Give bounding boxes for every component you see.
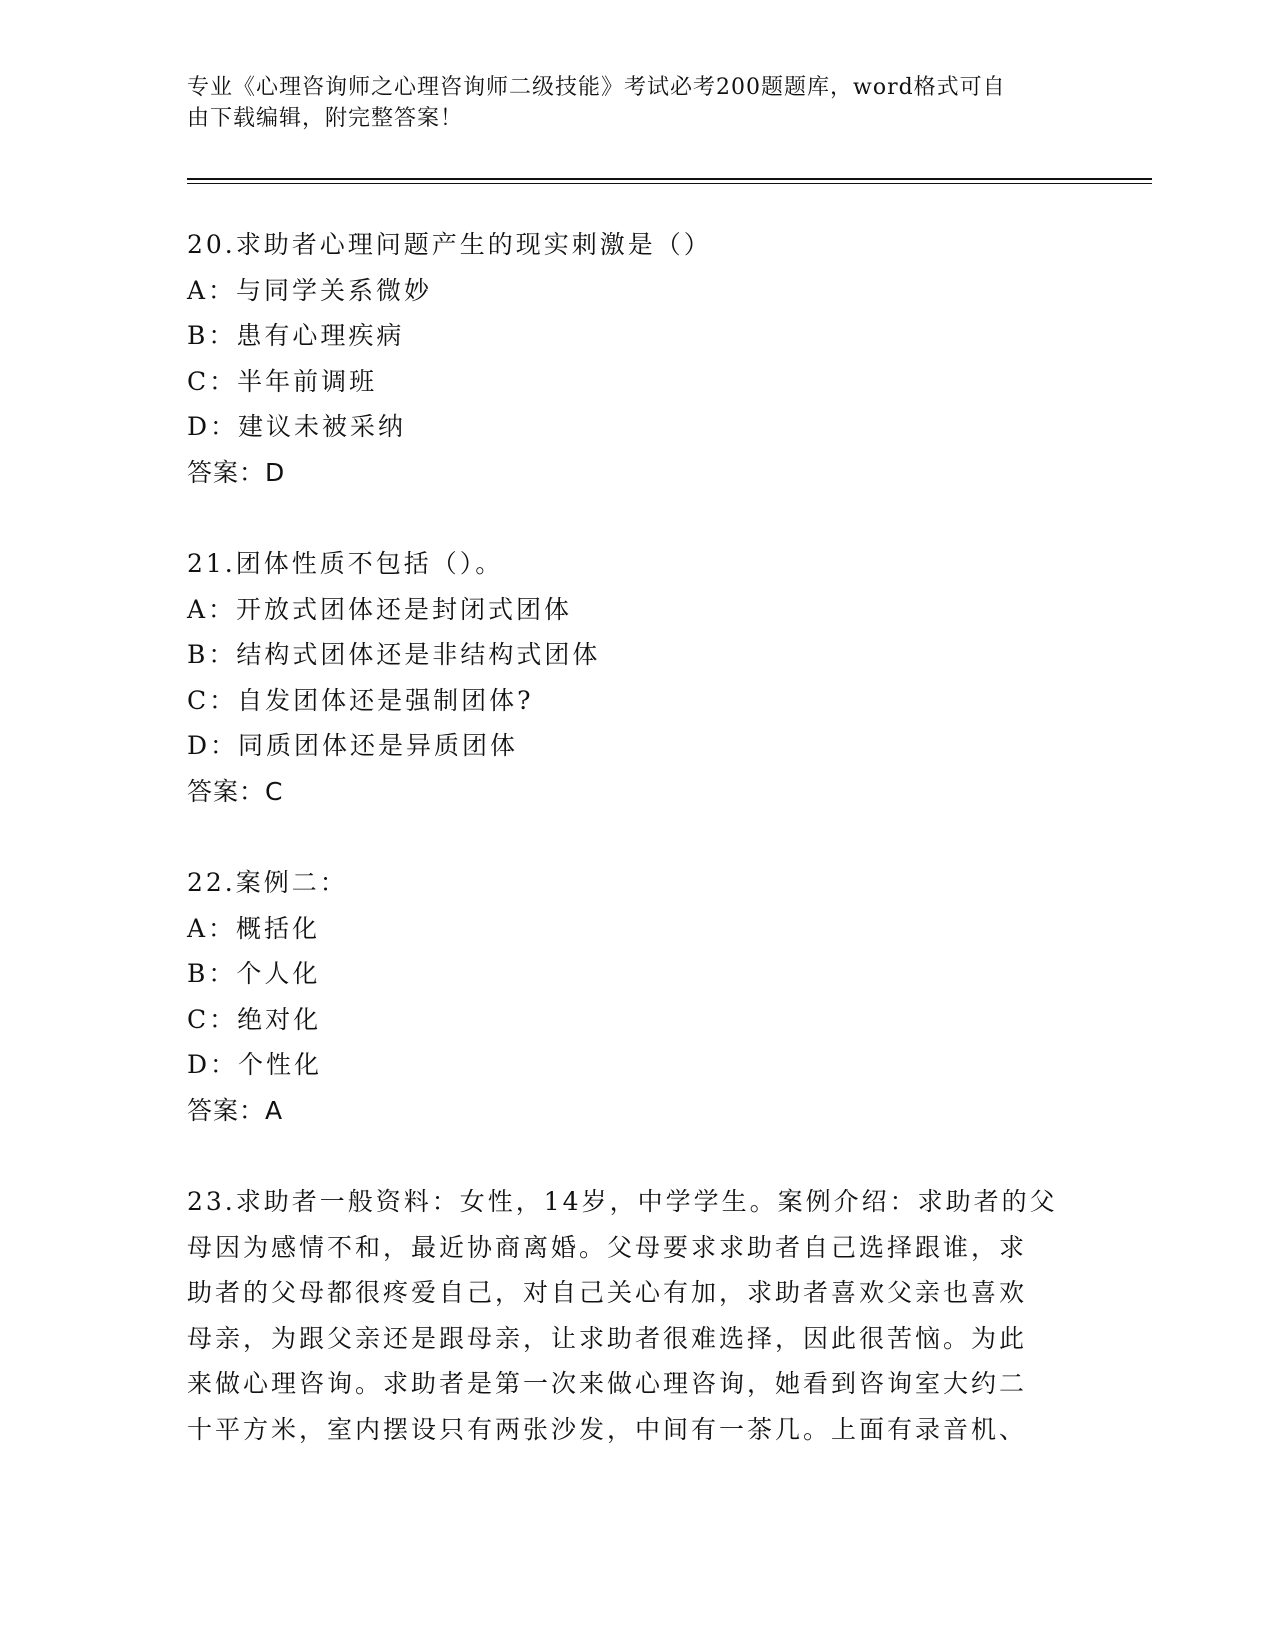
paragraph-line-3: 助者的父母都很疼爱自己，对自己关心有加，求助者喜欢父亲也喜欢	[187, 1278, 1028, 1307]
option-d: D：同质团体还是异质团体	[187, 731, 519, 760]
option-b: B：结构式团体还是非结构式团体	[187, 640, 601, 669]
question-stem: 21.团体性质不包括（）。	[187, 549, 504, 578]
header-divider-thick	[187, 178, 1152, 180]
paragraph-line-1: 23.求助者一般资料：女性，14岁，中学学生。案例介绍：求助者的父	[187, 1187, 1058, 1216]
question-22	[187, 860, 1087, 1133]
paragraph-line-2: 母因为感情不和，最近协商离婚。父母要求求助者自己选择跟谁，求	[187, 1232, 1028, 1262]
option-a: A：开放式团体还是封闭式团体	[187, 594, 573, 624]
paragraph-line-6: 十平方米，室内摆设只有两张沙发，中间有一茶几。上面有录音机、	[187, 1414, 1028, 1444]
paragraph-line-4: 母亲，为跟父亲还是跟母亲，让求助者很难选择，因此很苦恼。为此	[187, 1323, 1028, 1353]
question-23	[187, 1179, 1087, 1452]
document-header	[187, 72, 1087, 134]
header-divider-thin	[187, 183, 1152, 184]
question-20	[187, 222, 1087, 495]
option-a: A：概括化	[187, 913, 321, 943]
header-line-2: 由下载编辑，附完整答案！	[187, 106, 464, 131]
question-21	[187, 541, 1087, 814]
question-stem: 22.案例二：	[187, 868, 348, 897]
option-c: C：半年前调班	[187, 366, 378, 396]
answer-line: 答案：D	[187, 457, 286, 487]
question-stem: 20.求助者心理问题产生的现实刺激是（）	[187, 230, 712, 259]
paragraph-line-5: 来做心理咨询。求助者是第一次来做心理咨询，她看到咨询室大约二	[187, 1369, 1028, 1398]
option-d: D：个性化	[187, 1050, 323, 1079]
answer-line: 答案：A	[187, 1095, 284, 1125]
answer-line: 答案：C	[187, 776, 284, 806]
option-b: B：个人化	[187, 959, 321, 988]
option-c: C：自发团体还是强制团体?	[187, 685, 534, 715]
option-d: D：建议未被采纳	[187, 412, 407, 441]
option-a: A：与同学关系微妙	[187, 275, 433, 305]
header-line-1: 专业《心理咨询师之心理咨询师二级技能》考试必考200题题库，word格式可自	[187, 75, 1006, 100]
option-b: B：患有心理疾病	[187, 321, 405, 350]
option-c: C：绝对化	[187, 1004, 322, 1034]
